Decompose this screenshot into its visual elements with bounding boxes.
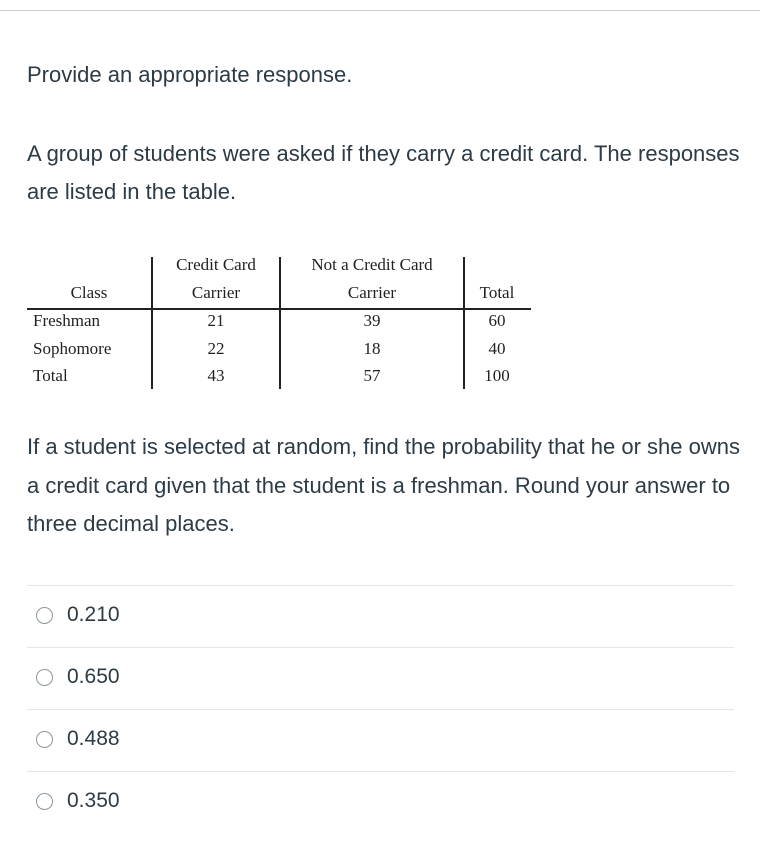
radio-button[interactable] bbox=[36, 669, 53, 686]
cell-freshman-total: 60 bbox=[488, 311, 506, 330]
header-total: Total bbox=[479, 283, 515, 302]
instruction-text: Provide an appropriate response. bbox=[27, 62, 353, 87]
top-bar bbox=[0, 0, 760, 11]
header-credit-line2: Carrier bbox=[191, 283, 241, 302]
question-text: A group of students were asked if they carry a credit card. The responses are listed in the table. bbox=[27, 141, 740, 204]
answer-option-label[interactable]: 0.210 bbox=[67, 603, 120, 626]
cell-freshman-not-credit: 39 bbox=[363, 311, 381, 330]
followup-question: If a student is selected at random, find the probability that he or she owns a credit card given that the student is a freshman. Round your answer to three decimal places. bbox=[27, 434, 740, 536]
answer-option[interactable] bbox=[27, 585, 734, 647]
cell-total-total: 100 bbox=[484, 366, 510, 385]
row-label-total: Total bbox=[33, 366, 68, 385]
answer-option[interactable] bbox=[27, 709, 734, 771]
data-table bbox=[27, 250, 537, 390]
answer-option[interactable] bbox=[27, 647, 734, 709]
header-not-credit-line1: Not a Credit Card bbox=[311, 255, 433, 274]
radio-button[interactable] bbox=[36, 607, 53, 624]
answer-options bbox=[27, 585, 734, 833]
row-label-freshman: Freshman bbox=[33, 311, 101, 330]
table-header-rule bbox=[27, 308, 531, 310]
cell-sophomore-credit: 22 bbox=[207, 339, 225, 358]
answer-option-label[interactable]: 0.650 bbox=[67, 665, 120, 688]
radio-button[interactable] bbox=[36, 793, 53, 810]
row-label-sophomore: Sophomore bbox=[33, 339, 112, 358]
cell-freshman-credit: 21 bbox=[207, 311, 225, 330]
cell-total-not-credit: 57 bbox=[363, 366, 381, 385]
answer-option-label[interactable]: 0.350 bbox=[67, 789, 120, 812]
answer-option[interactable] bbox=[27, 771, 734, 833]
answer-option-label[interactable]: 0.488 bbox=[67, 727, 120, 750]
cell-sophomore-not-credit: 18 bbox=[363, 339, 381, 358]
cell-total-credit: 43 bbox=[207, 366, 225, 385]
header-credit-line1: Credit Card bbox=[176, 255, 256, 274]
cell-sophomore-total: 40 bbox=[488, 339, 506, 358]
radio-button[interactable] bbox=[36, 731, 53, 748]
header-class: Class bbox=[70, 283, 108, 302]
header-not-credit-line2: Carrier bbox=[347, 283, 397, 302]
